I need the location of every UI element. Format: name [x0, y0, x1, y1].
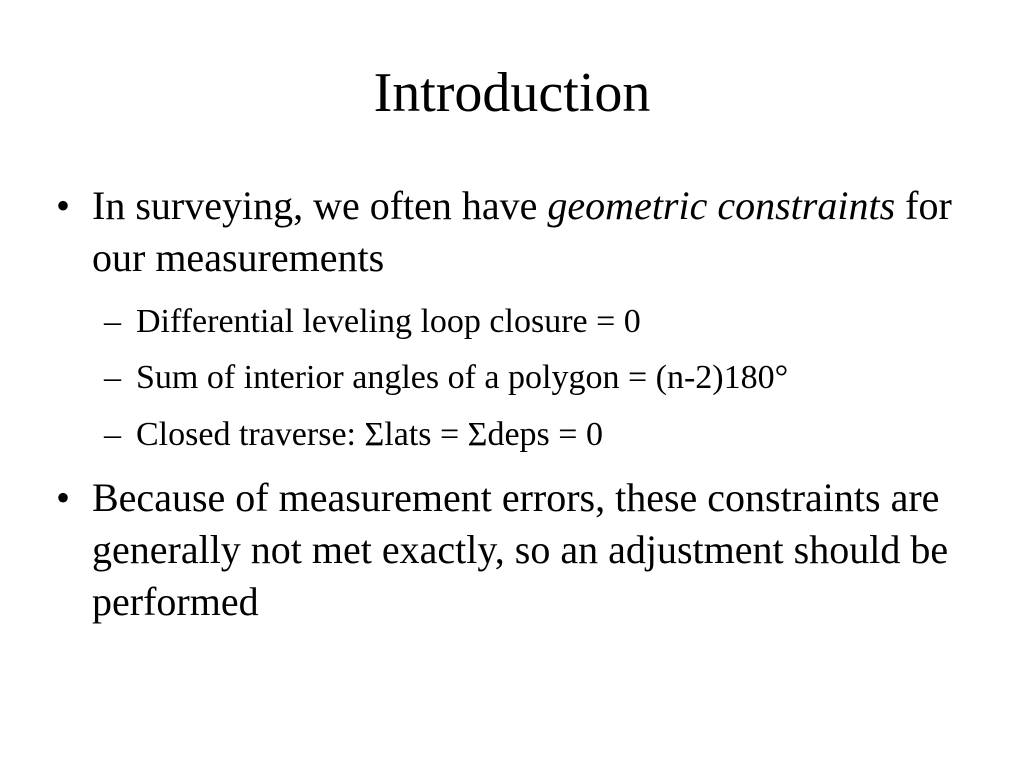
subitem-marker: –	[104, 303, 121, 340]
subitem-polygon-angles	[104, 356, 984, 400]
subitem-closed-traverse	[104, 413, 984, 457]
bullet-marker: •	[56, 183, 71, 228]
subitem-marker: –	[104, 416, 121, 453]
subitem-marker: –	[104, 359, 121, 396]
bullet-text: Because of measurement errors, these constraints are generally not met exactly, so an adjustment should be performed	[92, 475, 949, 624]
bullet-item-measurement-errors	[56, 472, 956, 628]
bullet-text	[92, 180, 956, 284]
subitem-text: Sum of interior angles of a polygon = (n-2)180°	[136, 359, 789, 396]
bullet-marker: •	[56, 475, 71, 520]
subitem-text: Closed traverse: Σlats = Σdeps = 0	[136, 416, 603, 453]
bullet-text-before: In surveying, we often have	[92, 183, 548, 228]
bullet-text-after: for our measurements	[92, 183, 952, 280]
bullet-item-geometric-constraints	[56, 180, 956, 284]
subitem-leveling-loop	[104, 300, 984, 344]
subitem-text: Differential leveling loop closure = 0	[136, 303, 641, 340]
slide-title: Introduction	[373, 62, 651, 124]
bullet-text-emphasis: geometric constraints	[547, 183, 896, 228]
